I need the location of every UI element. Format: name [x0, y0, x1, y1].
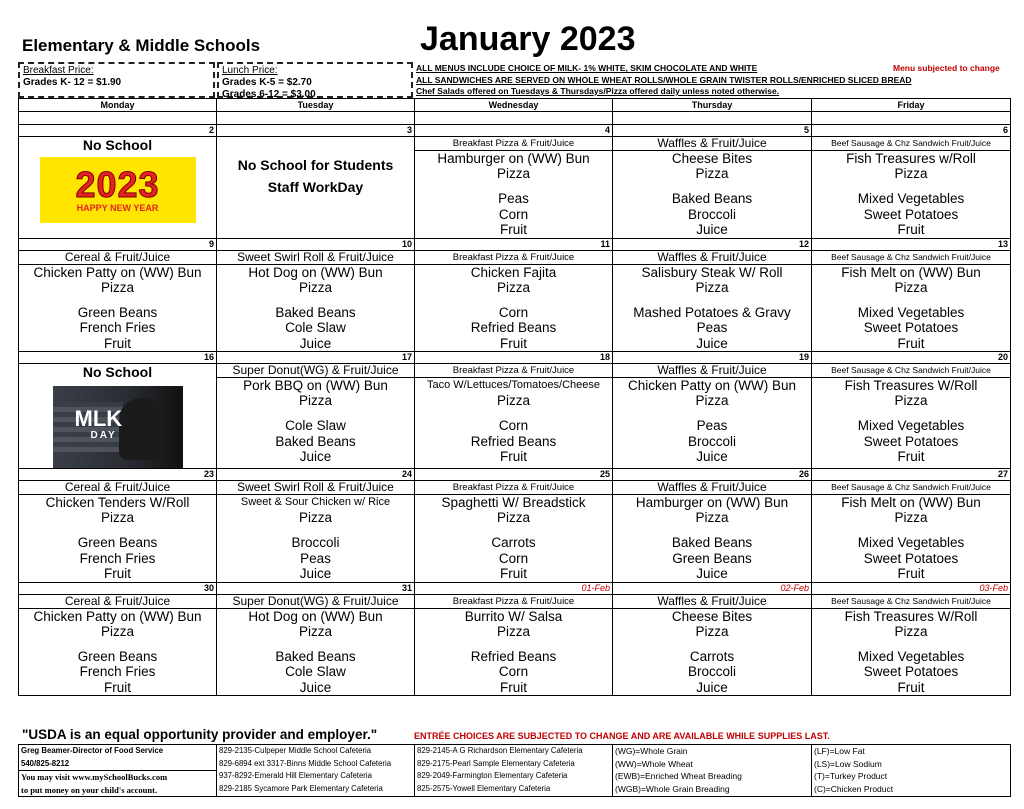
- breakfast-item: Waffles & Fruit/Juice: [613, 137, 811, 151]
- side-item: Sweet Potatoes: [863, 664, 959, 679]
- pizza-item: Pizza: [496, 623, 530, 639]
- pizza-item: Pizza: [695, 166, 729, 181]
- weekday-header: Friday: [812, 99, 1011, 112]
- no-school-students-label: No School for Students: [237, 157, 394, 173]
- breakfast-item: Waffles & Fruit/Juice: [613, 595, 811, 609]
- side-item: Fruit: [500, 566, 527, 581]
- pizza-item: Pizza: [894, 393, 928, 408]
- weekday-header-row: [19, 99, 1011, 112]
- menu-items: [613, 595, 811, 696]
- date-number: 23: [19, 469, 217, 481]
- breakfast-item: Breakfast Pizza & Fruit/Juice: [415, 137, 612, 151]
- breakfast-price-label: Breakfast Price:: [23, 65, 94, 76]
- breakfast-item: Waffles & Fruit/Juice: [613, 364, 811, 378]
- breakfast-item: Beef Sausage & Chz Sandwich Fruit/Juice: [812, 137, 1010, 151]
- side-item: Fruit: [897, 566, 925, 581]
- cafeteria-phone: 829-2175-Pearl Sample Elementary Cafeteria: [417, 758, 575, 768]
- side-item: Fruit: [104, 566, 131, 581]
- side-item: Peas: [696, 418, 728, 433]
- menu-change-note: Menu subjected to change: [893, 63, 1000, 73]
- legend-item: (EWB)=Enriched Wheat Breading: [615, 771, 742, 781]
- side-item: Fruit: [500, 222, 527, 237]
- side-item: Mixed Vegetables: [857, 648, 965, 664]
- day-menu-cell: [19, 481, 217, 583]
- pizza-item: Pizza: [298, 623, 332, 639]
- day-menu-cell: [812, 137, 1011, 239]
- day-menu-cell: [19, 594, 217, 696]
- entree-item: Spaghetti W/ Breadstick: [441, 495, 586, 510]
- menu-items: [613, 364, 811, 468]
- side-item: French Fries: [79, 550, 156, 566]
- pizza-item: Pizza: [894, 510, 928, 525]
- entree-item: Fish Treasures W/Roll: [844, 608, 978, 624]
- breakfast-item: Beef Sausage & Chz Sandwich Fruit/Juice: [812, 481, 1010, 495]
- cafeterias-col-2: [415, 745, 613, 797]
- pizza-item: Pizza: [298, 510, 332, 525]
- pizza-item: Pizza: [695, 393, 729, 408]
- side-item: Green Beans: [672, 550, 752, 566]
- menu-items: [217, 595, 414, 696]
- day-menu-cell: [812, 481, 1011, 583]
- banner-text: HAPPY NEW YEAR: [76, 203, 159, 213]
- menu-items: [415, 481, 612, 582]
- pizza-item: Pizza: [894, 166, 928, 181]
- day-menu-cell: [415, 364, 613, 469]
- side-item: Carrots: [689, 648, 735, 664]
- side-item: Juice: [696, 566, 728, 581]
- breakfast-item: Breakfast Pizza & Fruit/Juice: [415, 481, 612, 495]
- date-number: 03-Feb: [812, 582, 1011, 594]
- spacer-cell: [812, 112, 1011, 125]
- day-menu-cell: [812, 364, 1011, 469]
- side-item: Juice: [696, 679, 728, 695]
- date-number: 19: [613, 352, 812, 364]
- day-menu-cell: [812, 250, 1011, 352]
- day-menu-cell: [217, 364, 415, 469]
- legend-col-1: [613, 745, 812, 797]
- date-number: 25: [415, 469, 613, 481]
- side-item: Corn: [498, 418, 529, 433]
- menu-items: [415, 364, 612, 468]
- entree-item: Burrito W/ Salsa: [464, 608, 563, 624]
- day-menu-cell: [613, 594, 812, 696]
- menu-items: [19, 595, 216, 696]
- legend-item: (LF)=Low Fat: [814, 746, 865, 756]
- side-item: Refried Beans: [470, 433, 557, 449]
- day-menu-cell: [415, 594, 613, 696]
- side-item: Peas: [300, 550, 331, 566]
- side-item: Mixed Vegetables: [857, 191, 965, 206]
- side-item: Juice: [696, 335, 728, 351]
- menu-items: [812, 595, 1010, 696]
- lunch-price-k5: Grades K-5 = $2.70: [222, 77, 312, 88]
- day-menu-cell: [217, 481, 415, 583]
- spacer-cell: [613, 112, 812, 125]
- side-item: Broccoli: [687, 664, 736, 679]
- entree-item: Cheese Bites: [671, 151, 753, 166]
- legend-item: (T)=Turkey Product: [814, 771, 888, 781]
- day-menu-cell: [217, 250, 415, 352]
- menu-items: [415, 595, 612, 696]
- side-item: Baked Beans: [275, 433, 356, 449]
- cafeteria-phone: 829-6894 ext 3317-Binns Middle School Cafeteria: [219, 758, 392, 768]
- note-chef-salads: Chef Salads offered on Tuesdays & Thursdays/Pizza offered daily unless noted otherwise.: [416, 86, 780, 96]
- entree-item: Hamburger on (WW) Bun: [635, 495, 789, 510]
- side-item: Juice: [299, 449, 332, 464]
- date-number: 20: [812, 352, 1011, 364]
- contact-table: [18, 744, 1011, 797]
- menu-items: [217, 364, 414, 468]
- entree-item: Fish Melt on (WW) Bun: [841, 264, 981, 280]
- entree-item: Salisbury Steak W/ Roll: [641, 264, 783, 280]
- director: Greg Beamer-Director of Food Service: [21, 746, 164, 755]
- side-item: Fruit: [897, 222, 925, 237]
- date-number: 24: [217, 469, 415, 481]
- weekday-header: Thursday: [613, 99, 812, 112]
- entree-item: Fish Treasures W/Roll: [844, 378, 978, 393]
- side-item: Corn: [498, 304, 529, 320]
- entree-item: Chicken Tenders W/Roll: [45, 495, 190, 510]
- side-item: Fruit: [104, 679, 131, 695]
- weekday-header: Tuesday: [217, 99, 415, 112]
- usda-statement: "USDA is an equal opportunity provider and employer.": [22, 727, 378, 742]
- school-bucks-note: to put money on your child's account.: [21, 784, 158, 795]
- breakfast-item: Cereal & Fruit/Juice: [19, 595, 216, 609]
- side-item: Corn: [498, 550, 529, 566]
- weekday-header: Monday: [19, 99, 217, 112]
- breakfast-item: Cereal & Fruit/Juice: [19, 481, 216, 495]
- menu-items: [613, 137, 811, 238]
- side-item: Peas: [696, 320, 728, 335]
- side-item: Juice: [696, 222, 728, 237]
- side-item: Baked Beans: [275, 304, 356, 320]
- spacer-cell: [19, 112, 217, 125]
- entree-item: Chicken Fajita: [470, 264, 557, 280]
- menu-row: [19, 250, 1011, 352]
- menu-items: [217, 251, 414, 352]
- side-item: Peas: [498, 191, 529, 206]
- pizza-item: Pizza: [100, 510, 134, 525]
- spacer-cell: [217, 112, 415, 125]
- breakfast-item: Beef Sausage & Chz Sandwich Fruit/Juice: [812, 364, 1010, 378]
- pizza-item: Pizza: [894, 279, 928, 295]
- menu-row: [19, 137, 1011, 239]
- day-menu-cell: [415, 481, 613, 583]
- breakfast-item: Breakfast Pizza & Fruit/Juice: [415, 251, 612, 265]
- side-item: Broccoli: [291, 535, 340, 550]
- side-item: Mixed Vegetables: [857, 304, 965, 320]
- side-item: Fruit: [500, 679, 527, 695]
- mlk-text: MLK: [74, 406, 123, 431]
- side-item: Juice: [299, 335, 332, 351]
- day-menu-cell: [19, 364, 217, 469]
- side-item: Green Beans: [77, 648, 158, 664]
- cafeteria-phone: 829-2049-Farmington Elementary Cafeteria: [417, 771, 568, 780]
- weekday-header: Wednesday: [415, 99, 613, 112]
- cafeteria-phone: 829-2135-Culpeper Middle School Cafeteria: [219, 746, 372, 755]
- entree-item: Fish Treasures w/Roll: [846, 151, 976, 166]
- side-item: Green Beans: [77, 535, 158, 550]
- breakfast-price: Grades K- 12 = $1.90: [23, 77, 122, 88]
- menu-items: [19, 364, 216, 468]
- school-title: Elementary & Middle Schools: [22, 36, 261, 55]
- side-item: Broccoli: [687, 433, 736, 449]
- menu-items: [217, 137, 414, 238]
- side-item: Fruit: [897, 679, 925, 695]
- entree-item: Sweet & Sour Chicken w/ Rice: [240, 496, 391, 508]
- menu-items: [415, 137, 612, 238]
- date-number: 02-Feb: [613, 582, 812, 594]
- legend-col-2: [812, 745, 1011, 797]
- legend-item: (C)=Chicken Product: [814, 783, 894, 794]
- date-number: 4: [415, 125, 613, 137]
- date-number: 2: [19, 125, 217, 137]
- entree-item: Chicken Patty on (WW) Bun: [627, 378, 797, 393]
- day-menu-cell: [812, 594, 1011, 696]
- side-item: Corn: [498, 206, 529, 222]
- pizza-item: Pizza: [298, 393, 332, 408]
- menu-items: [19, 251, 216, 352]
- pizza-item: Pizza: [496, 393, 530, 408]
- lunch-price-box: [217, 62, 413, 98]
- menu-calendar: [18, 98, 1011, 696]
- banner-year: 2023: [75, 164, 160, 205]
- cafeteria-phone: 829-2185 Sycamore Park Elementary Cafeteria: [219, 783, 383, 793]
- date-number: 26: [613, 469, 812, 481]
- side-item: Corn: [498, 664, 529, 679]
- legend-item: (WW)=Whole Wheat: [615, 758, 693, 769]
- no-school-label: No School: [82, 137, 153, 153]
- date-number: 01-Feb: [415, 582, 613, 594]
- side-item: Sweet Potatoes: [863, 320, 959, 335]
- breakfast-item: Super Donut(WG) & Fruit/Juice: [217, 595, 414, 609]
- day-menu-cell: [217, 594, 415, 696]
- date-number: 16: [19, 352, 217, 364]
- menu-items: [19, 137, 216, 238]
- date-number: 9: [19, 238, 217, 250]
- happy-new-year-banner: [40, 157, 196, 223]
- menu-items: [812, 364, 1010, 468]
- school-bucks-cell: [19, 771, 217, 797]
- date-number: 17: [217, 352, 415, 364]
- breakfast-item: Waffles & Fruit/Juice: [613, 251, 811, 265]
- pizza-item: Pizza: [496, 279, 530, 295]
- menu-items: [19, 481, 216, 582]
- day-menu-cell: [613, 481, 812, 583]
- breakfast-item: Sweet Swirl Roll & Fruit/Juice: [217, 251, 414, 265]
- breakfast-item: Breakfast Pizza & Fruit/Juice: [415, 364, 612, 378]
- note-milk: ALL MENUS INCLUDE CHOICE OF MILK- 1% WHITE, SKIM CHOCOLATE AND WHITE: [416, 63, 758, 73]
- side-item: Green Beans: [77, 304, 158, 320]
- date-number: 30: [19, 582, 217, 594]
- pizza-item: Pizza: [695, 510, 729, 525]
- pizza-item: Pizza: [496, 510, 530, 525]
- entree-item: Taco W/Lettuces/Tomatoes/Cheese: [426, 379, 601, 391]
- breakfast-item: Beef Sausage & Chz Sandwich Fruit/Juice: [812, 251, 1010, 265]
- side-item: Broccoli: [687, 206, 736, 222]
- date-row: [19, 582, 1011, 594]
- entree-item: Chicken Patty on (WW) Bun: [33, 264, 202, 280]
- pizza-item: Pizza: [496, 166, 530, 181]
- pizza-item: Pizza: [100, 623, 134, 639]
- entree-item: Chicken Patty on (WW) Bun: [33, 608, 202, 624]
- cafeteria-phone: 829-2145-A G Richardson Elementary Cafeteria: [417, 746, 583, 755]
- date-number: 5: [613, 125, 812, 137]
- side-item: Refried Beans: [470, 648, 557, 664]
- breakfast-item: Beef Sausage & Chz Sandwich Fruit/Juice: [812, 595, 1010, 609]
- date-number: 13: [812, 238, 1011, 250]
- lunch-price-label: Lunch Price:: [222, 65, 278, 76]
- day-menu-cell: [613, 250, 812, 352]
- side-item: Cole Slaw: [285, 320, 346, 335]
- day-menu-cell: [613, 137, 812, 239]
- date-number: 6: [812, 125, 1011, 137]
- side-item: Juice: [696, 449, 728, 464]
- side-item: Baked Beans: [671, 535, 753, 550]
- day-menu-cell: [613, 364, 812, 469]
- date-number: 31: [217, 582, 415, 594]
- side-item: Baked Beans: [275, 648, 356, 664]
- side-item: Mashed Potatoes & Gravy: [633, 304, 791, 320]
- pizza-item: Pizza: [695, 279, 729, 295]
- portrait-silhouette: [119, 398, 165, 460]
- director-cell: [19, 745, 217, 771]
- side-item: Juice: [299, 679, 332, 695]
- day-text: DAY: [90, 430, 117, 441]
- side-item: Baked Beans: [671, 191, 753, 206]
- pizza-item: Pizza: [100, 279, 134, 295]
- side-item: Fruit: [500, 335, 527, 351]
- entree-disclaimer: ENTRÉE CHOICES ARE SUBJECTED TO CHANGE AND ARE AVAILABLE WHILE SUPPLIES LAST.: [414, 731, 830, 741]
- date-row: [19, 352, 1011, 364]
- menu-items: [812, 137, 1010, 238]
- entree-item: Hot Dog on (WW) Bun: [248, 608, 383, 624]
- side-item: Cole Slaw: [285, 664, 346, 679]
- month-title: January 2023: [420, 20, 636, 58]
- breakfast-item: Waffles & Fruit/Juice: [613, 481, 811, 495]
- breakfast-price-box: [18, 62, 215, 98]
- date-number: 10: [217, 238, 415, 250]
- day-menu-cell: [19, 137, 217, 239]
- side-item: Fruit: [897, 335, 925, 351]
- breakfast-item: Cereal & Fruit/Juice: [19, 251, 216, 265]
- menu-items: [415, 251, 612, 352]
- side-item: Fruit: [104, 335, 131, 351]
- legend-item: (LS)=Low Sodium: [814, 758, 882, 769]
- lunch-price-612: Grades 6-12 = $3.00: [222, 89, 316, 100]
- mlk-day-image: [53, 386, 183, 468]
- staff-workday-label: Staff WorkDay: [267, 179, 364, 195]
- day-menu-cell: [415, 137, 613, 239]
- cafeteria-phone: 825-2575-Yowell Elementary Cafeteria: [417, 783, 551, 793]
- side-item: Fruit: [897, 449, 925, 464]
- menu-items: [613, 251, 811, 352]
- date-number: 3: [217, 125, 415, 137]
- legend-item: (WG)=Whole Grain: [615, 746, 688, 756]
- pizza-item: Pizza: [695, 623, 729, 639]
- breakfast-item: Super Donut(WG) & Fruit/Juice: [217, 364, 414, 378]
- day-menu-cell: [217, 137, 415, 239]
- cafeterias-col-1: [217, 745, 415, 797]
- side-item: Refried Beans: [470, 320, 557, 335]
- side-item: Mixed Vegetables: [857, 535, 965, 550]
- side-item: Mixed Vegetables: [857, 418, 965, 433]
- date-row: [19, 238, 1011, 250]
- date-row: [19, 125, 1011, 137]
- date-number: 27: [812, 469, 1011, 481]
- menu-items: [812, 481, 1010, 582]
- no-school-label: No School: [82, 364, 153, 380]
- side-item: French Fries: [79, 664, 156, 679]
- day-menu-cell: [19, 250, 217, 352]
- date-number: 11: [415, 238, 613, 250]
- legend-item: (WGB)=Whole Grain Breading: [615, 783, 730, 794]
- entree-item: Pork BBQ on (WW) Bun: [243, 378, 388, 393]
- side-item: Carrots: [491, 535, 536, 550]
- entree-item: Hamburger on (WW) Bun: [437, 151, 590, 166]
- day-menu-cell: [415, 250, 613, 352]
- cafeteria-phone: 937-8292-Emerald Hill Elementary Cafeteria: [219, 771, 372, 780]
- side-item: Sweet Potatoes: [863, 206, 959, 222]
- spacer-row: [19, 112, 1011, 125]
- breakfast-item: Sweet Swirl Roll & Fruit/Juice: [217, 481, 414, 495]
- entree-item: Fish Melt on (WW) Bun: [841, 495, 981, 510]
- side-item: French Fries: [79, 320, 156, 335]
- date-row: [19, 469, 1011, 481]
- menu-row: [19, 481, 1011, 583]
- menu-row: [19, 364, 1011, 469]
- entree-item: Cheese Bites: [671, 608, 753, 624]
- entree-item: Hot Dog on (WW) Bun: [248, 264, 383, 280]
- spacer-cell: [415, 112, 613, 125]
- side-item: Fruit: [500, 449, 527, 464]
- pizza-item: Pizza: [298, 279, 332, 295]
- menu-row: [19, 594, 1011, 696]
- breakfast-item: Breakfast Pizza & Fruit/Juice: [415, 595, 612, 609]
- side-item: Juice: [299, 566, 332, 581]
- date-number: 12: [613, 238, 812, 250]
- menu-items: [812, 251, 1010, 352]
- side-item: Sweet Potatoes: [863, 433, 959, 449]
- side-item: Cole Slaw: [285, 418, 346, 433]
- office-phone: 540/825-8212: [21, 758, 70, 768]
- side-item: Sweet Potatoes: [863, 550, 959, 566]
- menu-items: [613, 481, 811, 582]
- menu-items: [217, 481, 414, 582]
- pizza-item: Pizza: [894, 623, 928, 639]
- school-bucks-link-text: You may visit www.mySchoolBucks.com: [21, 772, 168, 782]
- contact-row: [19, 745, 1011, 771]
- date-number: 18: [415, 352, 613, 364]
- note-sandwiches: ALL SANDWICHES ARE SERVED ON WHOLE WHEAT ROLLS/WHOLE GRAIN TWISTER ROLLS/ENRICHED SLICED BREAD: [416, 74, 912, 85]
